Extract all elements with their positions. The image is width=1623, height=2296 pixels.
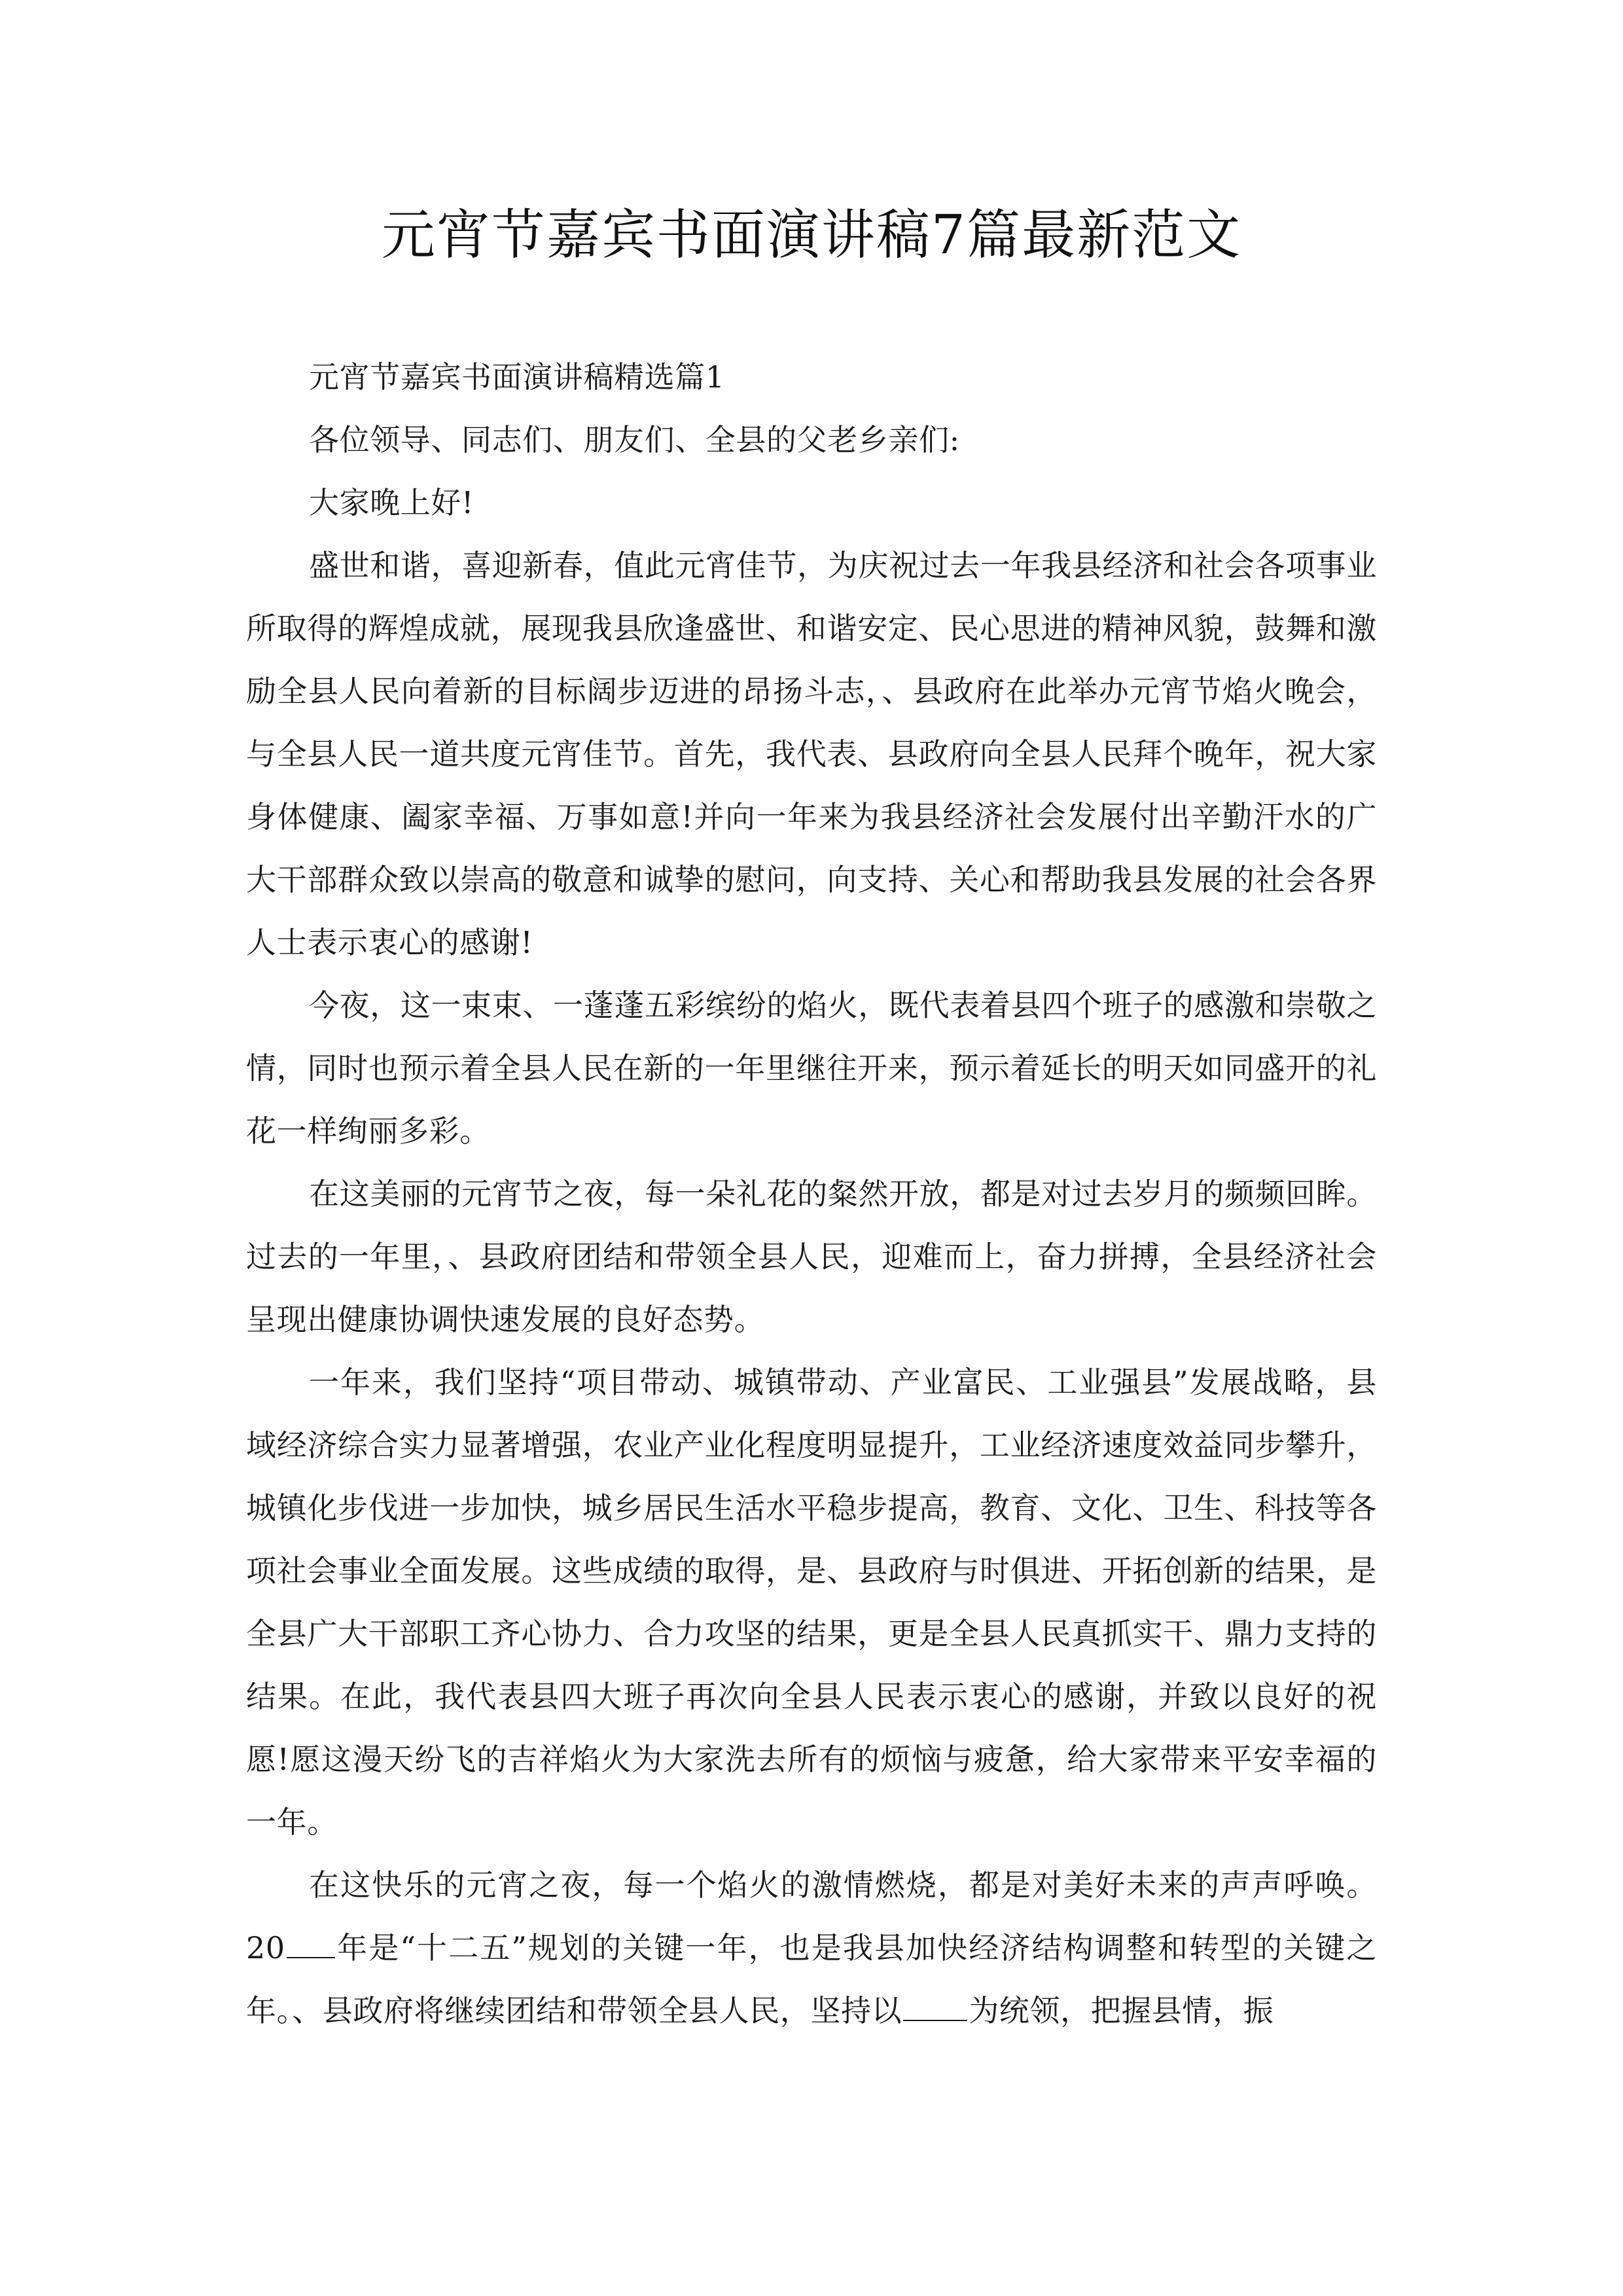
document-title: 元宵节嘉宾书面演讲稿7篇最新范文 (381, 204, 1242, 266)
paragraph-text: 为统领，把握县情，振 (969, 1993, 1274, 2028)
fill-blank (903, 1994, 967, 2021)
salutation: 各位领导、同志们、朋友们、全县的父老乡亲们: (309, 422, 960, 457)
paragraph-text: 在这快乐的元宵之夜，每一个焰火的激情燃烧，都是对美好未来的声声呼唤。20 (246, 1867, 1377, 1965)
paragraph: 在这美丽的元宵节之夜，每一朵礼花的粲然开放，都是对过去岁月的频频回眸。过去的一年里，、县政府团结和带领全县人民，迎难而上，奋力拼搏，全县经济社会呈现出健康协调快速发展的良好态势。 (246, 1176, 1377, 1337)
paragraph: 盛世和谐，喜迎新春，值此元宵佳节，为庆祝过去一年我县经济和社会各项事业所取得的辉煌成就，展现我县欣逢盛世、和谐安定、民心思进的精神风貌，鼓舞和激励全县人民向着新的目标阔步迈进的昂扬斗志，、县政府在此举办元宵节焰火晚会，与全县人民一道共度元宵佳节。首先，我代表、县政府向全县人民拜个晚年，祝大家身体健康、阖家幸福、万事如意!并向一年来为我县经济社会发展付出辛勤汗水的广大干部群众致以崇高的敬意和诚挚的慰问，向支持、关心和帮助我县发展的社会各界人士表示衷心的感谢! (246, 548, 1377, 960)
paragraph-last (246, 1854, 1377, 2042)
fill-blank (287, 1931, 335, 1958)
paragraph: 今夜，这一束束、一蓬蓬五彩缤纷的焰火，既代表着县四个班子的感激和崇敬之情，同时也预示着全县人民在新的一年里继往开来，预示着延长的明天如同盛开的礼花一样绚丽多彩。 (246, 988, 1377, 1149)
greeting: 大家晚上好! (309, 485, 474, 520)
document-body (246, 346, 1377, 2042)
paragraph-text: 年是“十二五”规划的关键一年，也是我县加快经济结构调整和转型的关键之年。、县政府将继续团结和带领全县人民，坚持以 (246, 1930, 1377, 2028)
section-heading: 元宵节嘉宾书面演讲稿精选篇1 (309, 359, 725, 395)
paragraph: 一年来，我们坚持“项目带动、城镇带动、产业富民、工业强县”发展战略，县域经济综合实力显著增强，农业产业化程度明显提升，工业经济速度效益同步攀升，城镇化步伐进一步加快，城乡居民生活水平稳步提高，教育、文化、卫生、科技等各项社会事业全面发展。这些成绩的取得，是、县政府与时俱进、开拓创新的结果，是全县广大干部职工齐心协力、合力攻坚的结果，更是全县人民真抓实干、鼎力支持的结果。在此，我代表县四大班子再次向全县人民表示衷心的感谢，并致以良好的祝愿!愿这漫天纷飞的吉祥焰火为大家洗去所有的烦恼与疲惫，给大家带来平安幸福的一年。 (246, 1365, 1377, 1840)
